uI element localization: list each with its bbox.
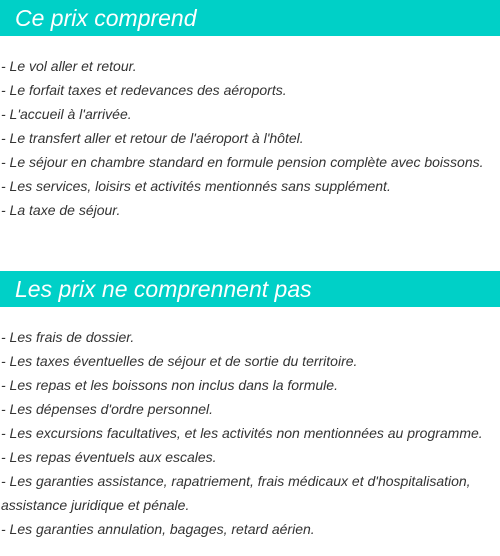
included-item: - Le vol aller et retour. bbox=[1, 58, 137, 74]
included-item: - L'accueil à l'arrivée. bbox=[1, 106, 132, 122]
excluded-item: - Les frais de dossier. bbox=[1, 329, 135, 345]
included-item: - Le séjour en chambre standard en formule pension complète avec boissons. bbox=[1, 154, 484, 170]
excluded-item: - Les garanties annulation, bagages, retard aérien. bbox=[1, 521, 315, 537]
excluded-item: - Les dépenses d'ordre personnel. bbox=[1, 401, 214, 417]
included-item: - Le transfert aller et retour de l'aéroport à l'hôtel. bbox=[1, 130, 304, 146]
excluded-item: - Les repas éventuels aux escales. bbox=[1, 449, 217, 465]
excluded-list bbox=[1, 325, 500, 541]
included-item: - Les services, loisirs et activités mentionnés sans supplément. bbox=[1, 178, 391, 194]
excluded-section-title: Les prix ne comprennent pas bbox=[0, 271, 500, 307]
excluded-item: - Les repas et les boissons non inclus dans la formule. bbox=[1, 377, 338, 393]
included-item: - Le forfait taxes et redevances des aéroports. bbox=[1, 82, 287, 98]
included-list bbox=[1, 54, 500, 222]
excluded-item: - Les taxes éventuelles de séjour et de sortie du territoire. bbox=[1, 353, 358, 369]
included-section-title: Ce prix comprend bbox=[0, 0, 500, 36]
excluded-item: - Les garanties assistance, rapatriement, frais médicaux et d'hospitalisation, assistance juridique et pénale. bbox=[1, 473, 471, 513]
included-item: - La taxe de séjour. bbox=[1, 202, 121, 218]
excluded-item: - Les excursions facultatives, et les activités non mentionnées au programme. bbox=[1, 425, 483, 441]
